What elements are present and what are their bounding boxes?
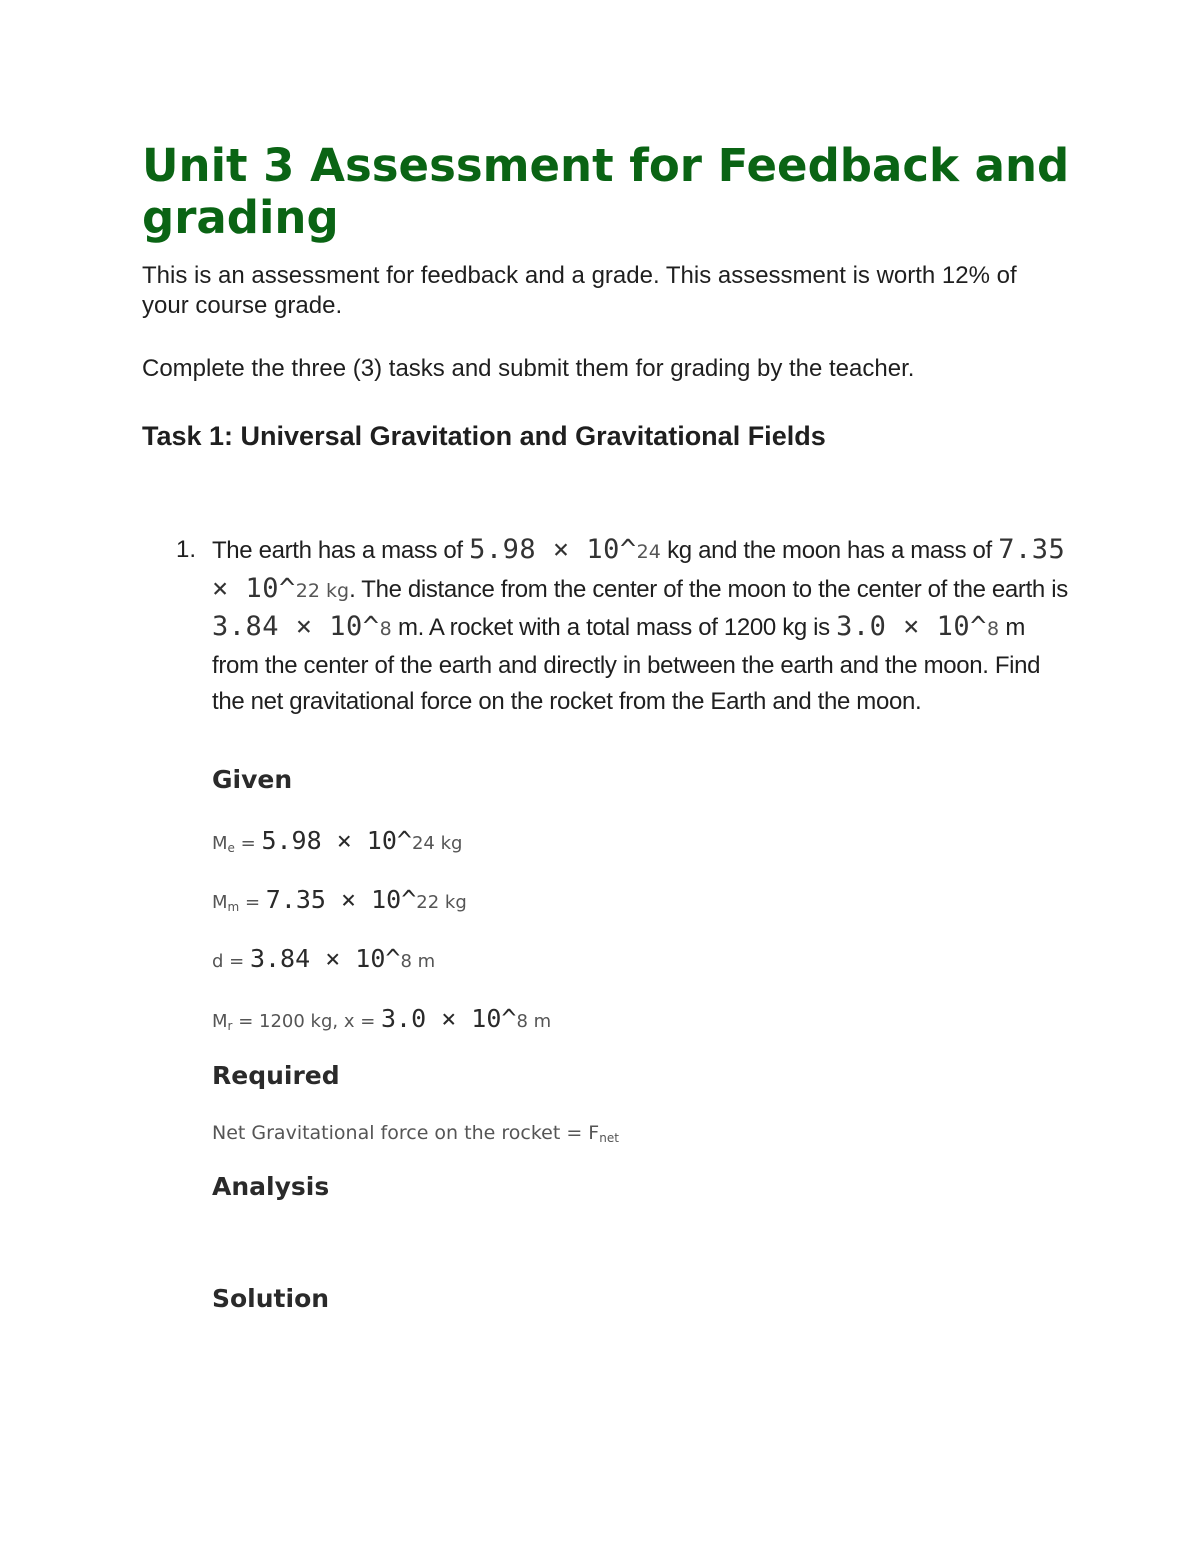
- intro-paragraph: This is an assessment for feedback and a grade. This assessment is worth 12% of your course grade.: [142, 262, 1017, 319]
- question-text-part: m from the center of the earth and directly in between the earth and the moon. Find the net gravitational force on the rocket from the Earth and the moon.: [212, 614, 1041, 715]
- given-earth-mass: [212, 826, 462, 860]
- given-subscript: r: [227, 1019, 233, 1033]
- given-unit: 24 kg: [411, 833, 463, 854]
- given-subscript: e: [227, 841, 235, 855]
- given-equals: =: [234, 833, 262, 854]
- solution-heading: Solution: [212, 1284, 330, 1313]
- question-value: 5.98 × 10^: [469, 534, 637, 565]
- given-value: 3.0 × 10^: [381, 1004, 517, 1033]
- given-unit: 22 kg: [416, 892, 467, 913]
- required-heading: Required: [212, 1061, 340, 1090]
- question-exponent: 22 kg: [295, 579, 350, 602]
- given-heading: Given: [212, 765, 293, 794]
- question-text-part: . The distance from the center of the moon to the center of the earth is: [349, 575, 1068, 603]
- question-text-part: The earth has a mass of: [212, 537, 470, 564]
- given-unit: 8 m: [400, 951, 436, 972]
- given-value: 7.35 × 10^: [265, 885, 417, 914]
- given-distance: [212, 944, 435, 977]
- given-text: = 1200 kg, x =: [232, 1011, 381, 1032]
- task-heading: Task 1: Universal Gravitation and Gravitational Fields: [142, 421, 826, 451]
- given-label: d =: [212, 951, 250, 972]
- question-value: 7.35 × 10^: [212, 534, 1066, 604]
- question-value: 3.84 × 10^: [212, 611, 380, 642]
- question-text-part: kg and the moon has a mass of: [660, 537, 999, 564]
- given-unit: 8 m: [516, 1011, 552, 1032]
- question-number: 1.: [176, 536, 197, 563]
- required-label: Net Gravitational force on the rocket = F: [212, 1122, 600, 1144]
- instruction-paragraph: Complete the three (3) tasks and submit them for grading by the teacher.: [142, 355, 915, 382]
- question-value: 3.0 × 10^: [836, 611, 987, 642]
- question-exponent: 8: [379, 618, 392, 640]
- given-subscript: m: [227, 900, 240, 914]
- given-value: 3.84 × 10^: [249, 944, 401, 973]
- analysis-heading: Analysis: [212, 1172, 330, 1201]
- question-exponent: 8: [986, 618, 1000, 640]
- question-text: [212, 532, 1072, 721]
- given-label: M: [212, 833, 228, 854]
- required-subscript: net: [599, 1131, 619, 1145]
- given-label: M: [212, 1011, 228, 1032]
- given-equals: =: [239, 892, 266, 913]
- page-title: Unit 3 Assessment for Feedback and grading: [142, 139, 1070, 244]
- given-rocket: [212, 1004, 551, 1038]
- question-exponent: 24: [636, 541, 661, 563]
- required-text: [212, 1118, 619, 1150]
- question-text-part: m. A rocket with a total mass of 1200 kg is: [391, 614, 837, 641]
- given-moon-mass: [212, 885, 467, 919]
- given-label: M: [212, 892, 228, 913]
- given-value: 5.98 × 10^: [261, 826, 412, 855]
